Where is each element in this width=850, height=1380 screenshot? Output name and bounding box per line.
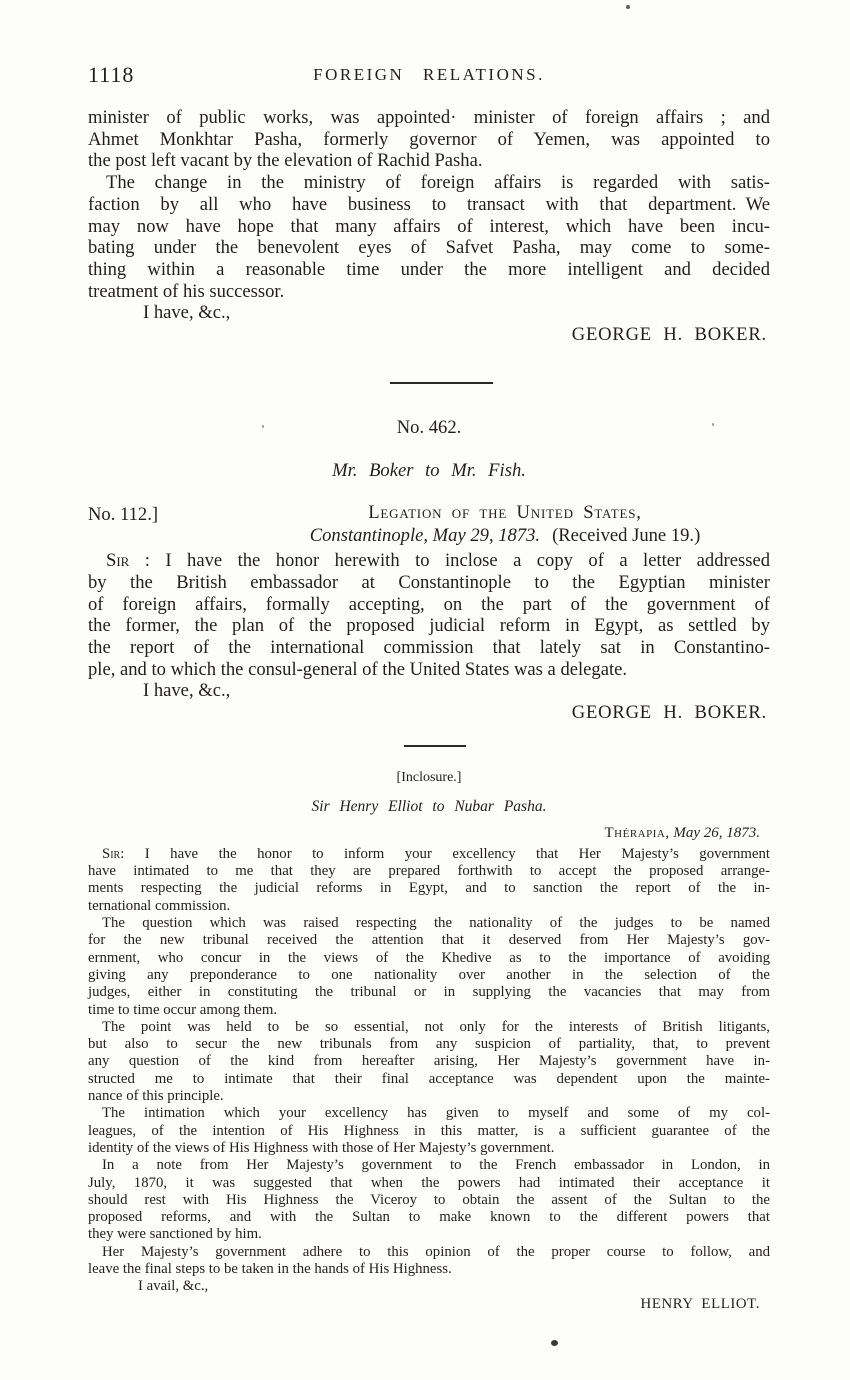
text-line: Her Majesty’s government adhere to this opinion of the proper course to follow, and bbox=[102, 1243, 770, 1260]
inclosure-label: [Inclosure.] bbox=[396, 769, 462, 785]
text-line: ments respecting the judicial reforms in Egypt, and to sanction the report of the in- bbox=[88, 880, 770, 897]
letter-body bbox=[88, 550, 770, 680]
text-line: In a note from Her Majesty’s government to the French embassador in London, in bbox=[102, 1157, 770, 1174]
text-line: judges, either in constituting the tribunal or in supplying the vacancies that may from bbox=[88, 984, 770, 1001]
text-line: have intimated to me that they are prepared forthwith to accept the proposed arrange- bbox=[88, 863, 770, 880]
page-content bbox=[88, 62, 770, 1313]
text-line: ernment, who concur in the views of the Khedive as to the importance of avoiding bbox=[88, 949, 770, 966]
text-line: The point was held to be so essential, not only for the interests of British litigants, bbox=[102, 1018, 770, 1035]
letter-closing: I avail, &c., bbox=[138, 1278, 209, 1295]
text-line: they were sanctioned by him. bbox=[88, 1226, 262, 1243]
text-line: faction by all who have business to transact with that department. We bbox=[88, 193, 770, 215]
letter-title: Mr. Boker to Mr. Fish. bbox=[332, 460, 526, 482]
text-line: structed me to intimate that their final acceptance was dependent upon the mainte- bbox=[88, 1070, 770, 1087]
legation-heading bbox=[88, 501, 770, 547]
text-line: Sir: I have the honor to inform your excellency that Her Majesty’s government bbox=[102, 845, 770, 862]
text-line: of foreign affairs, formally accepting, on the part of the government of bbox=[88, 593, 770, 615]
letter-closing: I have, &c., bbox=[143, 302, 231, 324]
dateline-place: Thérapia, bbox=[604, 824, 670, 841]
ink-speck bbox=[551, 1340, 558, 1346]
despatch-heading-number: No. 462. bbox=[396, 417, 462, 439]
signature: GEORGE H. BOKER. bbox=[571, 324, 767, 346]
inclosure-dateline bbox=[88, 825, 760, 842]
despatch-heading bbox=[88, 501, 770, 547]
text-line: ternational commission. bbox=[88, 897, 231, 914]
text-line: giving any preponderance to one nationality over another in the selection of the bbox=[88, 966, 770, 983]
dateline-place-date: Constantinople, May 29, 1873. bbox=[309, 525, 541, 547]
text-line: ple, and to which the consul-general of the United States was a delegate. bbox=[88, 658, 628, 680]
small-caps-word: Sir bbox=[102, 845, 121, 862]
despatch-file-number: No. 112.] bbox=[88, 504, 159, 526]
text-line: may now have hope that many affairs of interest, which have been incu- bbox=[88, 215, 770, 237]
letter-boker-continuation bbox=[88, 107, 770, 302]
text-line: bating under the benevolent eyes of Safvet Pasha, may come to some- bbox=[88, 237, 770, 259]
legation-dateline bbox=[240, 524, 770, 547]
text-line: for the new tribunal received the attention that it deserved from Her Majesty’s gov- bbox=[88, 932, 770, 949]
small-caps-word: Sir bbox=[106, 550, 130, 572]
text-line: the former, the plan of the proposed judicial reform in Egypt, as settled by bbox=[88, 615, 770, 637]
text-line: any question of the kind from hereafter arising, Her Majesty’s government have in- bbox=[88, 1053, 770, 1070]
inclosure-body bbox=[88, 846, 770, 1278]
running-head bbox=[88, 62, 770, 88]
text-line: leave the final steps to be taken in the hands of His Highness. bbox=[88, 1260, 452, 1277]
received-date: (Received June 19.) bbox=[552, 525, 701, 547]
text-line: Ahmet Monkhtar Pasha, formerly governor of Yemen, was appointed to bbox=[88, 128, 770, 150]
running-title: FOREIGN RELATIONS. bbox=[313, 65, 545, 84]
text-line: should rest with His Highness the Viceroy to obtain the assent of the Sultan to the bbox=[88, 1191, 770, 1208]
text-line: treatment of his successor. bbox=[88, 280, 285, 302]
text-line: thing within a reasonable time under the more intelligent and decided bbox=[88, 258, 770, 280]
text-line: proposed reforms, and with the Sultan to make known to the different powers that bbox=[88, 1209, 770, 1226]
text-line: July, 1870, it was suggested that when the powers had intimated their acceptance it bbox=[88, 1174, 770, 1191]
ink-speck bbox=[626, 5, 630, 9]
text-line: leagues, of the intention of His Highness in this matter, is a sufficient guarantee of the bbox=[88, 1122, 770, 1139]
inclosure-title: Sir Henry Elliot to Nubar Pasha. bbox=[311, 797, 547, 815]
signature: HENRY ELLIOT. bbox=[640, 1295, 760, 1312]
signature: GEORGE H. BOKER. bbox=[571, 702, 767, 724]
text-line: the post left vacant by the elevation of Rachid Pasha. bbox=[88, 150, 483, 172]
text-line: identity of the views of His Highness with those of Her Majesty’s government. bbox=[88, 1139, 555, 1156]
text-line: time to time occur among them. bbox=[88, 1001, 278, 1018]
section-divider bbox=[390, 382, 493, 385]
dateline-date: May 26, 1873. bbox=[673, 824, 760, 841]
letter-closing: I have, &c., bbox=[143, 680, 231, 702]
text-line: Sir : I have the honor herewith to inclose a copy of a letter addressed bbox=[106, 550, 770, 572]
text-line: The change in the ministry of foreign affairs is regarded with satis- bbox=[106, 172, 770, 194]
text-line: but also to secur the new tribunals from any suspicion of partiality, that, to prevent bbox=[88, 1036, 770, 1053]
text-line: by the British embassador at Constantinople to the Egyptian minister bbox=[88, 571, 770, 593]
legation-name: Legation of the United States, bbox=[368, 502, 642, 524]
text-line: The question which was raised respecting the nationality of the judges to be named bbox=[102, 915, 770, 932]
text-line: The intimation which your excellency has given to myself and some of my col- bbox=[102, 1105, 770, 1122]
text-line: the report of the international commission that lately sat in Constantino- bbox=[88, 637, 770, 659]
section-divider bbox=[404, 745, 466, 747]
page-number: 1118 bbox=[88, 62, 135, 87]
text-line: nance of this principle. bbox=[88, 1088, 224, 1105]
text-line: minister of public works, was appointed· minister of foreign affairs ; and bbox=[88, 107, 770, 128]
